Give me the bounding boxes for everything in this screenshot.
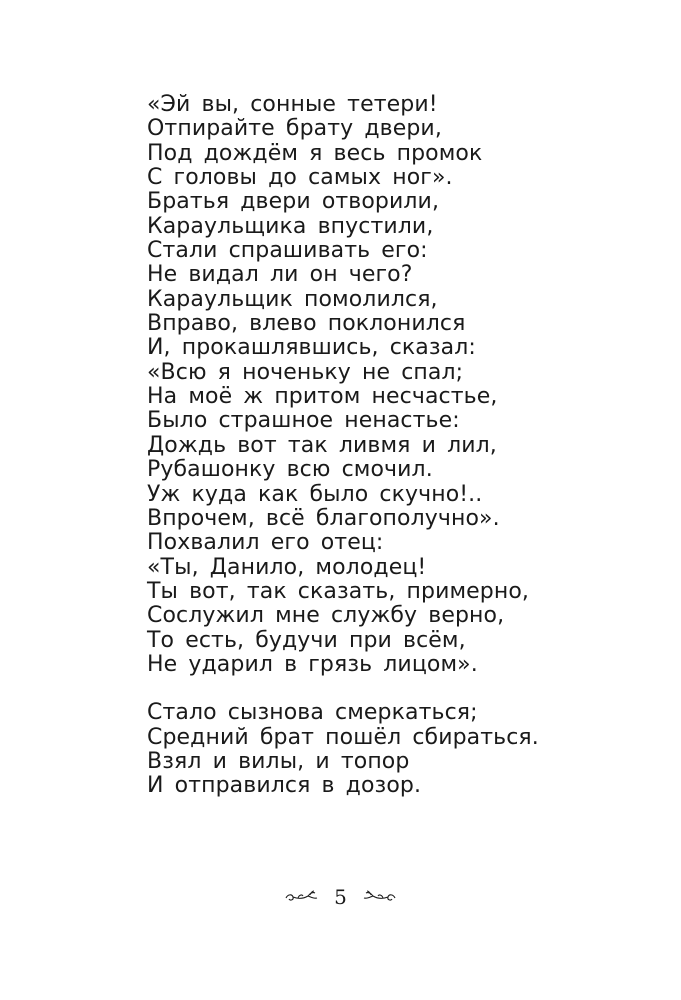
poem-line: Средний брат пошёл сбираться.	[147, 724, 539, 750]
page-number: 5	[334, 885, 347, 909]
poem-line: С головы до самых ног».	[147, 165, 453, 191]
poem-line: Впрочем, всё благополучно».	[147, 505, 500, 531]
poem-line: Похвалил его отец:	[147, 530, 384, 556]
poem-text	[147, 93, 657, 799]
poem-line: Караульщика впустили,	[147, 213, 434, 239]
poem-line: Взял и вилы, и топор	[147, 748, 410, 774]
poem-line: «Всю я ноченьку не спал;	[147, 359, 464, 385]
poem-line: Караульщик помолился,	[147, 286, 438, 312]
stanza-break	[147, 677, 657, 701]
poem-line: На моё ж притом несчастье,	[147, 384, 498, 410]
poem-line: Уж куда как было скучно!..	[147, 481, 483, 507]
poem-line: Дождь вот так ливмя и лил,	[147, 432, 497, 458]
page-footer	[0, 882, 681, 912]
poem-line: «Ты, Данило, молодец!	[147, 554, 427, 580]
poem-line: Рубашонку всю смочил.	[147, 457, 433, 483]
flourish-left-icon	[284, 890, 320, 904]
stanza-2	[147, 701, 657, 798]
poem-line: То есть, будучи при всём,	[147, 627, 466, 653]
poem-line: Братья двери отворили,	[147, 189, 440, 215]
stanza-1	[147, 93, 657, 677]
poem-line: Стали спрашивать его:	[147, 238, 428, 264]
poem-line: Было страшное ненастье:	[147, 408, 460, 434]
poem-line: Отпирайте брату двери,	[147, 116, 442, 142]
poem-line: Под дождём я весь промок	[147, 140, 483, 166]
poem-line: Стало сызнова смеркаться;	[147, 700, 478, 726]
flourish-right-icon	[361, 890, 397, 904]
poem-line: Сослужил мне службу верно,	[147, 603, 505, 629]
poem-line: «Эй вы, сонные тетери!	[147, 92, 438, 117]
poem-line: Ты вот, так сказать, примерно,	[147, 578, 529, 604]
poem-line: Не видал ли он чего?	[147, 262, 413, 288]
poem-line: Вправо, влево поклонился	[147, 311, 466, 337]
poem-line: И отправился в дозор.	[147, 773, 422, 799]
poem-line: Не ударил в грязь лицом».	[147, 651, 478, 677]
poem-line: И, прокашлявшись, сказал:	[147, 335, 476, 361]
